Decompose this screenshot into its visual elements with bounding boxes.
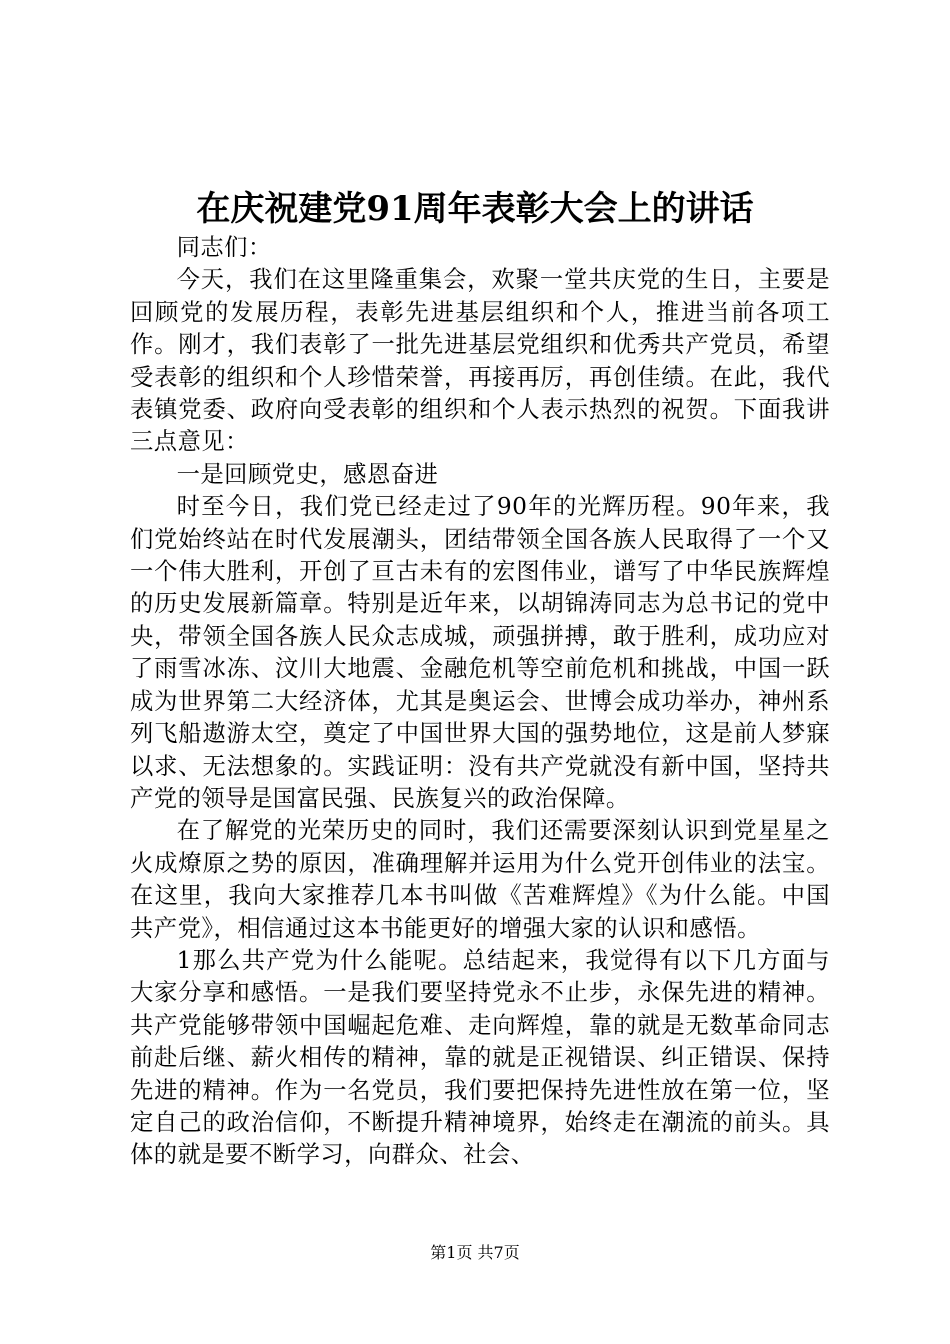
paragraph-why: 1那么共产党为什么能呢。总结起来，我觉得有以下几方面与大家分享和感悟。一是我们要坚持党永不止步，永保先进的精神。共产党能够带领中国崛起危难、走向辉煌，靠的就是无数革命同志前赴后继、薪火相传的精神，靠的就是正视错误、纠正错误、保持先进的精神。作为一名党员，我们要把保持先进性放在第一位，坚定自己的政治信仰，不断提升精神境界，始终走在潮流的前头。具体的就是要不断学习，向群众、社会、 <box>130 946 830 1169</box>
paragraph-salutation: 同志们： <box>176 234 272 261</box>
page-footer: 第1页 共7页 <box>430 1243 520 1262</box>
paragraph-intro: 今天，我们在这里隆重集会，欢聚一堂共庆党的生日，主要是回顾党的发展历程，表彰先进基层组织和个人，推进当前各项工作。刚才，我们表彰了一批先进基层党组织和优秀共产党员，希望受表彰的组织和个人珍惜荣誉，再接再厉，再创佳绩。在此，我代表镇党委、政府向受表彰的组织和个人表示热烈的祝贺。下面我讲三点意见： <box>130 266 830 456</box>
paragraph-books: 在了解党的光荣历史的同时，我们还需要深刻认识到党星星之火成燎原之势的原因，准确理解并运用为什么党开创伟业的法宝。在这里，我向大家推荐几本书叫做《苦难辉煌》《为什么能。中国共产党》，相信通过这本书能更好的增强大家的认识和感悟。 <box>130 817 830 942</box>
section-heading-1: 一是回顾党史，感恩奋进 <box>176 460 439 488</box>
document-body <box>130 232 830 1172</box>
document-title: 在庆祝建党91周年表彰大会上的讲话 <box>196 189 754 229</box>
paragraph-history: 时至今日，我们党已经走过了90年的光辉历程。90年来，我们党始终站在时代发展潮头，团结带领全国各族人民取得了一个又一个伟大胜利，开创了亘古未有的宏图伟业，谱写了中华民族辉煌的历史发展新篇章。特别是近年来，以胡锦涛同志为总书记的党中央，带领全国各族人民众志成城，顽强拼搏，敢于胜利，成功应对了雨雪冰冻、汶川大地震、金融危机等空前危机和挑战，中国一跃成为世界第二大经济体，尤其是奥运会、世博会成功举办，神州系列飞船遨游太空，奠定了中国世界大国的强势地位，这是前人梦寐以求、无法想象的。实践证明：没有共产党就没有新中国，坚持共产党的领导是国富民强、民族复兴的政治保障。 <box>130 493 830 812</box>
